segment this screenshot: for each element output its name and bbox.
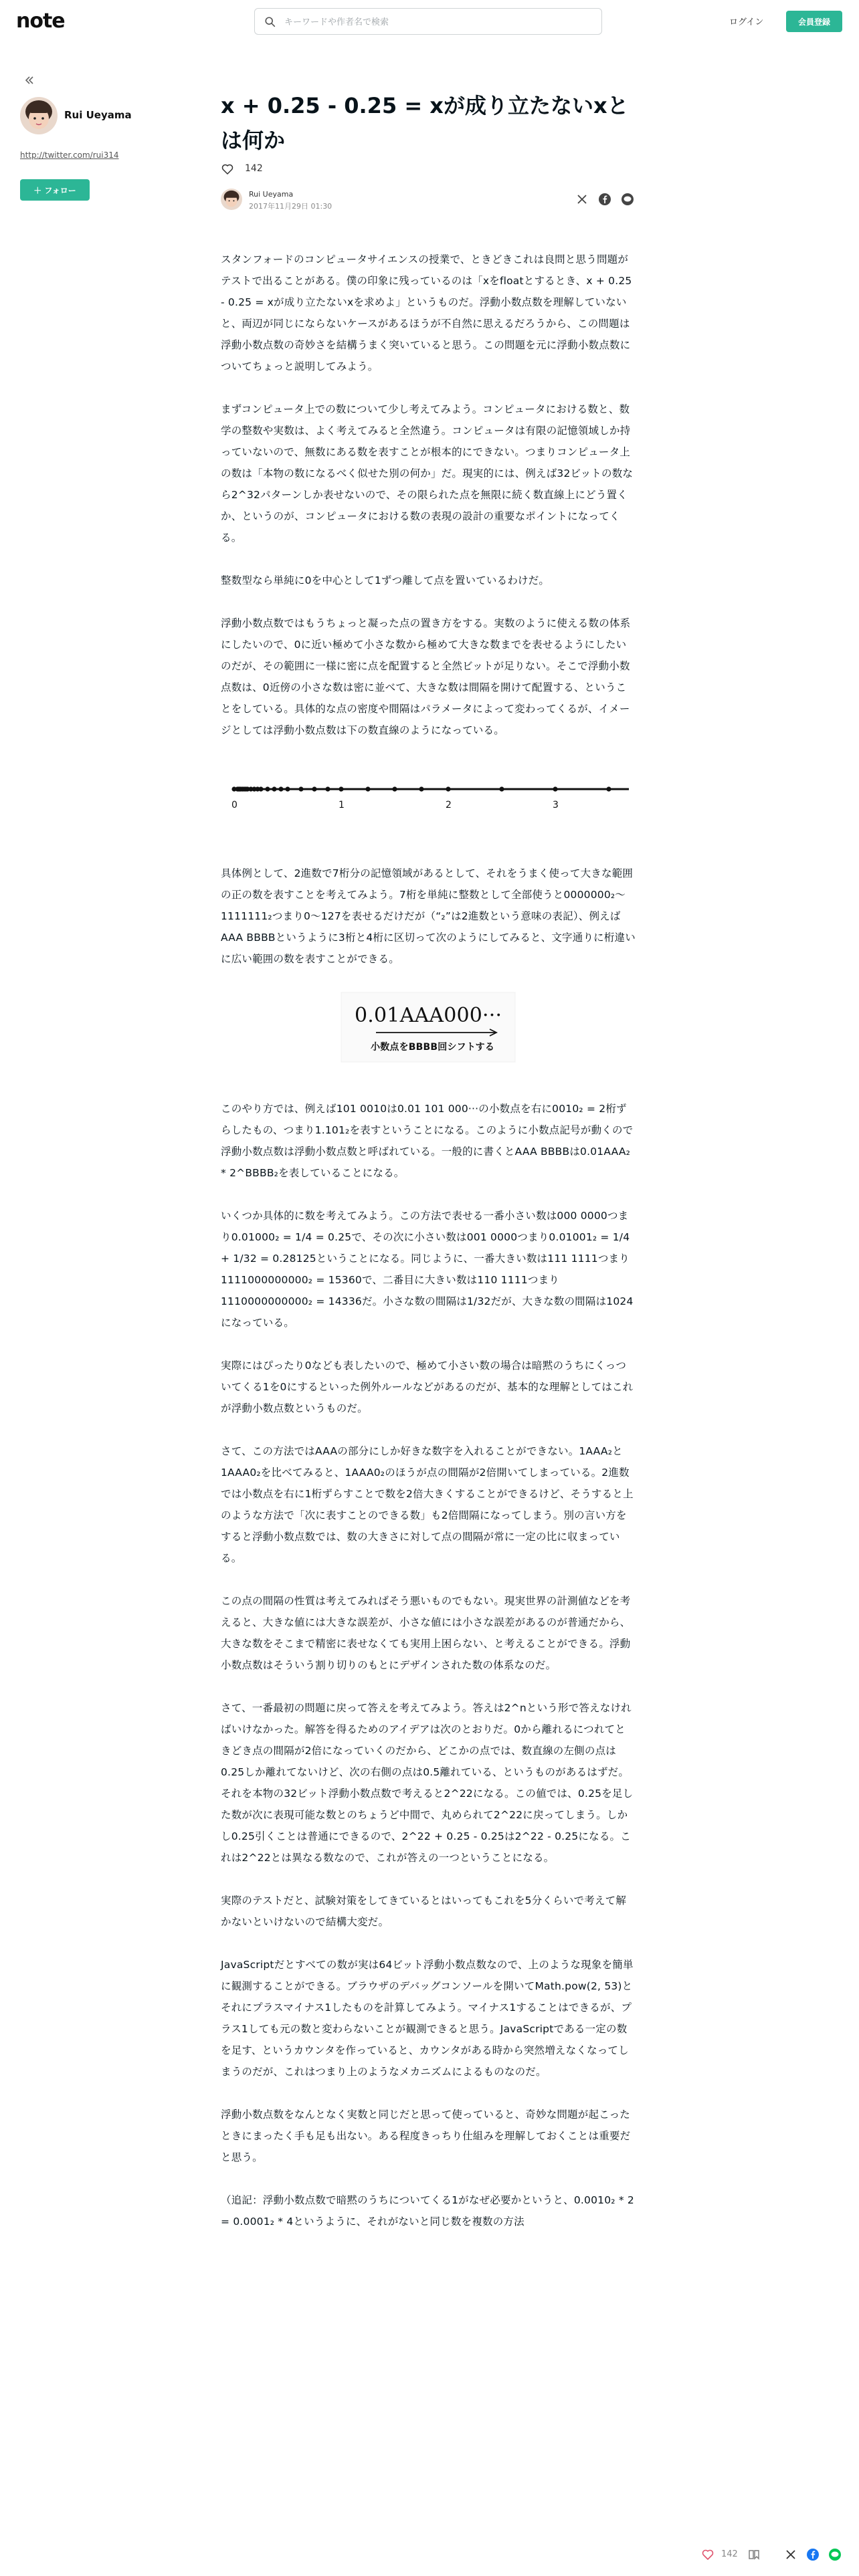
representable-point xyxy=(298,786,303,791)
paragraph: 実際のテストだと、試験対策をしてきているとはいってもこれを5分くらいで考えて解かないといけないので結構大変だ。 xyxy=(221,1895,627,1928)
shift-caption: 小数点をBBBB回シフトする xyxy=(371,1042,495,1053)
paragraph: さて、この方法ではAAAの部分にしか好きな数字を入れることができない。1AAA₂と1AAA0₂を比べてみると、1AAA0₂のほうが点の間隔が2倍開いてしまっている。2進数では小数点を右に1桁ずらすことで数を2倍大きくすることができるけど、そうすると上のような方法で「次に表すことのできる数」も2倍間隔になってしまう。別の言い方をすると浮動小数点数では、数の大きさに対して点の間隔が常に一定の比に収まっている。 xyxy=(221,1445,634,1564)
x-share-icon[interactable] xyxy=(784,2548,797,2561)
search-input[interactable] xyxy=(284,14,592,30)
paragraph: この点の間隔の性質は考えてみればそう悪いものでもない。現実世界の計測値などを考えると、大きな値には大きな誤差が、小さな値には小さな誤差があるのが普通だから、大きな数をそこまで精密に表せなくても実用上困らない、と考えることができる。浮動小数点数はそういう割り切りのもとにデザインされた数の体系なのだ。 xyxy=(221,1595,631,1671)
binary-shift-figure xyxy=(221,991,636,1071)
paragraph: スタンフォードのコンピュータサイエンスの授業で、ときどきこれは良問と思う問題がテストで出ることがある。僕の印象に残っているのは「xをfloatとするとき、x + 0.25 - 0.25 = xが成り立たないxを求めよ」というものだ。浮動小数点数を理解していないと、両辺が同じにならないケースがあるほうが不自然に思えるだろうから、この問題は浮動小数点数の奇妙さを結構うまく突いていると思う。この問題を元に浮動小数点数についてちょっと説明してみよう。 xyxy=(221,253,632,372)
float-number-line-figure xyxy=(221,762,636,836)
signup-button[interactable]: 会員登録 xyxy=(786,11,842,32)
bookmark-icon[interactable] xyxy=(747,2548,761,2561)
facebook-share-icon[interactable] xyxy=(806,2548,820,2561)
paragraph: まずコンピュータ上での数について少し考えてみよう。コンピュータにおける数と、数学の整数や実数は、よく考えてみると全然違う。コンピュータは有限の記憶領域しか持っていないので、無数にある数を表すことが根本的にできない。つまりコンピュータ上の数は「本物の数になるべく似せた別の何か」だ。現実的には、例えば32ビットの数なら2^32パターンしか表せないので、その限られた点を無限に続く数直線上にどう置くか、というのが、コンピュータにおける数の表現の設計の重要なポイントになってくる。 xyxy=(221,403,634,544)
tick-label: 1 xyxy=(339,800,345,811)
article-body xyxy=(221,249,636,2254)
twitter-link[interactable]: http://twitter.com/rui314 xyxy=(20,150,119,160)
representable-point xyxy=(325,786,330,791)
paragraph: JavaScriptだとすべての数が実は64ビット浮動小数点数なので、上のような現象を簡単に観測することができる。ブラウザのデバッグコンソールを開いてMath.pow(2, 53)とそれにプラスマイナス1したものを計算してみよう。マイナス1することはできるが、プラス1しても元の数と変わらないことが観測できると思う。JavaScriptである一定の数を足す、というカウンタを作っていると、カウンタがある時から突然増えなくなってしまうのだが、これはつまり上のようなメカニズムによるものなのだ。 xyxy=(221,1959,634,2078)
sidebar-author-name[interactable]: Rui Ueyama xyxy=(64,109,132,121)
representable-point xyxy=(419,786,423,791)
tick-label: 2 xyxy=(446,800,452,811)
author-row xyxy=(221,189,636,215)
paragraph: 実際にはぴったり0なども表したいので、極めて小さい数の場合は暗黙のうちにくっついてくる1を0にするといった例外ルールなどがあるのだが、基本的な理解としてはこれが浮動小数点数というものだ。 xyxy=(221,1360,634,1414)
author-small-avatar[interactable] xyxy=(221,189,242,210)
share-icons xyxy=(575,193,636,206)
search-box[interactable] xyxy=(254,8,602,35)
representable-point xyxy=(606,786,611,791)
paragraph: さて、一番最初の問題に戻って答えを考えてみよう。答えは2^nという形で答えなければいけなかった。解答を得るためのアイデアは次のとおりだ。0から離れるにつれてときどき点の間隔が2倍になっていくのだから、どこかの点では、数直線の左側の点は0.25しか離れてないけど、次の右側の点は0.5離れている、というものがあるはずだ。それを本物の32ビット浮動小数点数で考えると2^22になる。この値では、0.25を足した数が次に表現可能な数とのちょうど中間で、丸められて2^22に戻ってしまう。しかし0.25引くことは普通にできるので、2^22 + 0.25 - 0.25は2^22 - 0.25になる。これは2^22とは異なる数なので、これが答えの一つということになる。 xyxy=(221,1702,634,1864)
login-link[interactable]: ログイン xyxy=(729,17,764,27)
follow-button[interactable]: ＋ フォロー xyxy=(20,179,90,201)
article-title: x + 0.25 - 0.25 = xが成り立たないxとは何か xyxy=(221,93,629,153)
representable-point xyxy=(365,786,370,791)
representable-point xyxy=(258,786,263,791)
representable-point xyxy=(231,786,236,791)
representable-point xyxy=(499,786,504,791)
paragraph: いくつか具体的に数を考えてみよう。この方法で表せる一番小さい数は000 0000つまり0.01000₂ = 1/4 = 0.25で、その次に小さい数は001 0000つまり0.01001₂ = 1/4 + 1/32 = 0.28125ということになる。同じように、一番大きい数は111 1111つまり1111000000000₂ = 15360で、二番目に大きい数は110 1111つまり1110000000000₂ = 14336だ。小さな数の間隔は1/32だが、大きな数の間隔は1024になっている。 xyxy=(221,1210,634,1329)
footer-like-count: 142 xyxy=(721,2549,738,2559)
author-avatar[interactable] xyxy=(20,97,58,134)
representable-point xyxy=(285,786,290,791)
representable-point xyxy=(272,786,276,791)
author-name[interactable]: Rui Ueyama xyxy=(249,190,294,199)
representable-point xyxy=(339,786,343,791)
paragraph: 浮動小数点数をなんとなく実数と同じだと思って使っていると、奇妙な問題が起こったときにまったく手も足も出ない。ある程度きっちり仕組みを理解しておくことは重要だと思う。 xyxy=(221,2109,631,2163)
representable-point xyxy=(446,786,450,791)
collapse-sidebar-icon[interactable] xyxy=(23,74,36,87)
paragraph: このやり方では、例えば101 0010は0.01 101 000···の小数点を右に0010₂ = 2桁ずらしたもの、つまり1.101₂を表すということになる。このように小数点記号が動くので浮動小数点数は浮動小数点数と呼ばれている。一般的に書くとAAA BBBBは0.01AAA₂ * 2^BBBB₂を表していることになる。 xyxy=(221,1103,634,1179)
facebook-share-icon[interactable] xyxy=(598,193,611,206)
note-logo[interactable]: note xyxy=(16,9,65,33)
publish-date: 2017年11月29日 01:30 xyxy=(249,202,332,211)
search-icon xyxy=(264,16,276,28)
tick-label: 3 xyxy=(553,800,559,811)
line-share-icon[interactable] xyxy=(828,2548,842,2561)
representable-point xyxy=(553,786,557,791)
like-heart-icon[interactable] xyxy=(701,2548,714,2561)
like-count: 142 xyxy=(245,163,263,174)
tick-label: 0 xyxy=(231,800,238,811)
x-share-icon[interactable] xyxy=(575,193,589,206)
paragraph: （追記：浮動小数点数で暗黙のうちについてくる1がなぜ必要かというと、0.0010₂ * 2 = 0.0001₂ * 4というように、それがないと同じ数を複数の方法 xyxy=(221,2194,634,2228)
binary-expression: 0.01AAA000··· xyxy=(355,1004,502,1027)
line-share-icon[interactable] xyxy=(621,193,634,206)
paragraph: 浮動小数点数ではもうちょっと凝った点の置き方をする。実数のように使える数の体系にしたいので、0に近い極めて小さな数から極めて大きな数までを表せるようにしたいのだが、その範囲に一様に密に点を配置すると全然ビットが足りない。そこで浮動小数点数は、0近傍の小さな数は密に並べて、大きな数は間隔を開けて配置する、ということをしている。具体的な点の密度や間隔はパラメータによって変わってくるが、イメージとしては浮動小数点数は下の数直線のようになっている。 xyxy=(221,617,631,736)
site-header xyxy=(0,0,859,43)
representable-point xyxy=(278,786,283,791)
heart-icon[interactable] xyxy=(221,163,234,176)
floating-action-bar xyxy=(0,2533,859,2576)
paragraph: 整数型なら単純に0を中心として1ずつ離して点を置いているわけだ。 xyxy=(221,574,550,586)
representable-point xyxy=(265,786,270,791)
representable-point xyxy=(312,786,316,791)
representable-point xyxy=(392,786,397,791)
paragraph: 具体例として、2進数で7桁分の記憶領域があるとして、それをうまく使って大きな範囲の正の数を表すことを考えてみよう。7桁を単純に整数として全部使うと0000000₂〜1111111₂つまり0〜127を表せるだけだが（“₂”は2進数という意味の表記）、例えばAAA BBBBというように3桁と4桁に区切って次のようにしてみると、文字通りに桁違いに広い範囲の数を表すことができる。 xyxy=(221,867,636,965)
